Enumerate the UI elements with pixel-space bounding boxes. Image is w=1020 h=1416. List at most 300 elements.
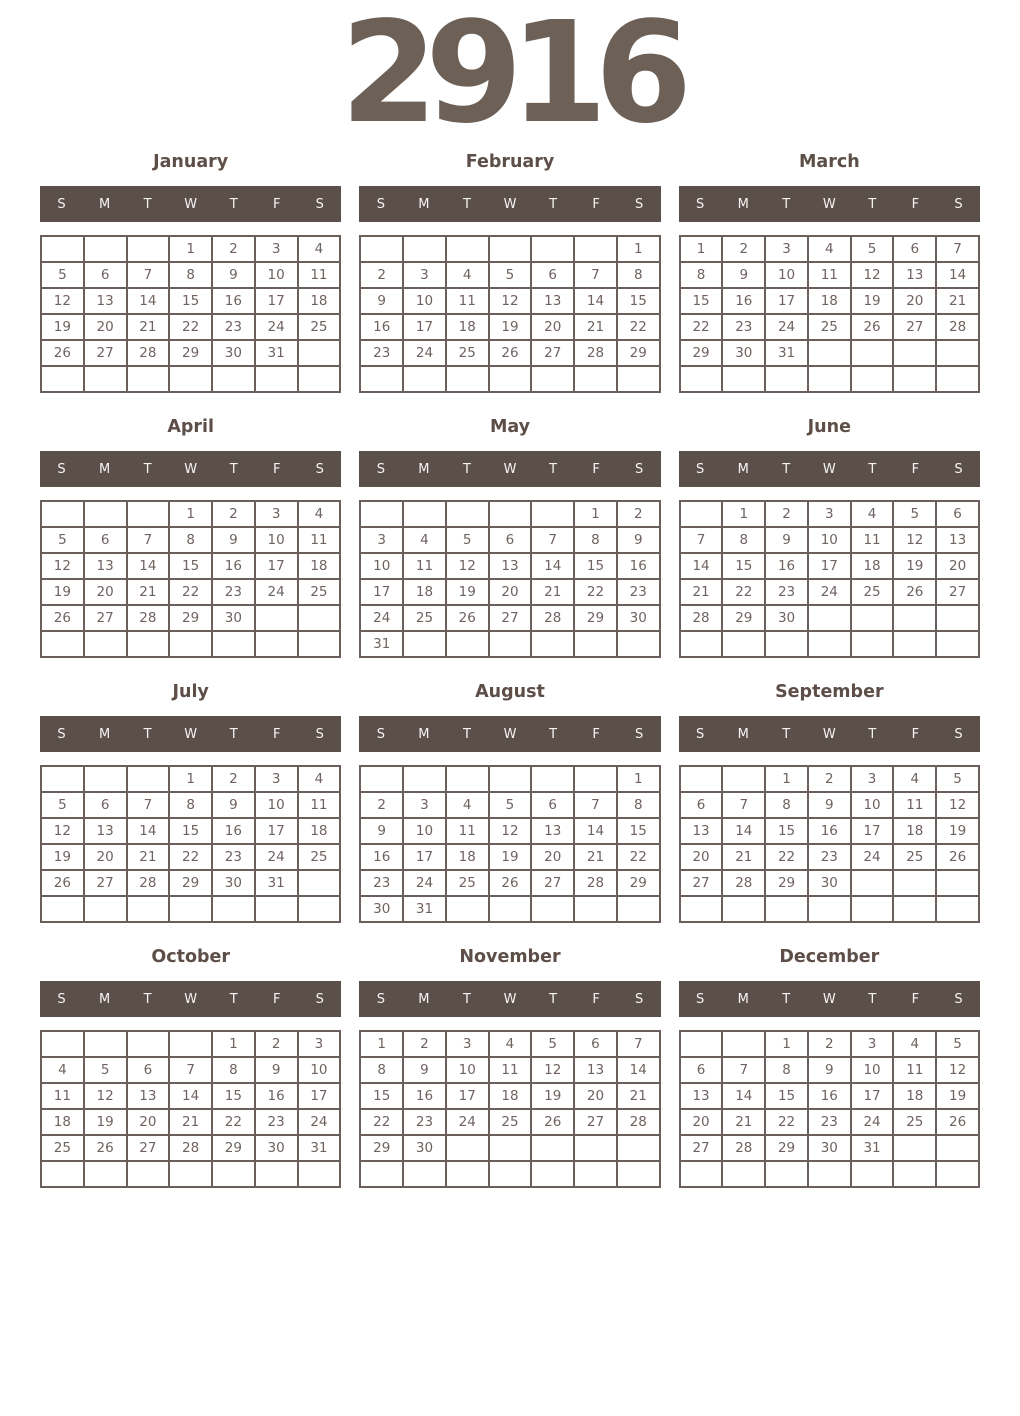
weekday-label: W bbox=[184, 461, 198, 477]
day-cell: 2 bbox=[360, 262, 403, 288]
empty-day-cell bbox=[936, 1135, 979, 1161]
day-cell: 4 bbox=[41, 1057, 84, 1083]
week-row bbox=[41, 896, 340, 922]
day-cell: 22 bbox=[765, 1109, 808, 1135]
empty-day-cell bbox=[531, 501, 574, 527]
empty-day-cell bbox=[41, 1161, 84, 1187]
empty-day-cell bbox=[298, 340, 341, 366]
day-cell: 10 bbox=[403, 288, 446, 314]
week-row bbox=[360, 1083, 659, 1109]
day-cell: 31 bbox=[360, 631, 403, 657]
empty-day-cell bbox=[360, 501, 403, 527]
day-cell: 6 bbox=[531, 262, 574, 288]
day-cell: 3 bbox=[403, 792, 446, 818]
day-cell: 11 bbox=[298, 792, 341, 818]
day-cell: 10 bbox=[255, 792, 298, 818]
day-cell: 12 bbox=[489, 288, 532, 314]
day-cell: 26 bbox=[489, 870, 532, 896]
weekday-header-bar bbox=[679, 451, 980, 487]
week-row bbox=[680, 288, 979, 314]
day-cell: 25 bbox=[851, 579, 894, 605]
empty-day-cell bbox=[403, 366, 446, 392]
week-row bbox=[41, 844, 340, 870]
empty-day-cell bbox=[936, 870, 979, 896]
empty-day-cell bbox=[765, 631, 808, 657]
day-cell: 16 bbox=[255, 1083, 298, 1109]
day-cell: 2 bbox=[255, 1031, 298, 1057]
day-cell: 20 bbox=[127, 1109, 170, 1135]
weekday-label: S bbox=[376, 196, 385, 212]
weekday-label: T bbox=[462, 991, 471, 1007]
day-cell: 8 bbox=[765, 1057, 808, 1083]
week-row bbox=[41, 1135, 340, 1161]
day-cell: 13 bbox=[936, 527, 979, 553]
week-row bbox=[41, 527, 340, 553]
empty-day-cell bbox=[84, 1031, 127, 1057]
empty-day-cell bbox=[680, 766, 723, 792]
day-cell: 28 bbox=[127, 605, 170, 631]
day-cell: 21 bbox=[127, 844, 170, 870]
day-cell: 7 bbox=[127, 262, 170, 288]
empty-day-cell bbox=[808, 340, 851, 366]
day-cell: 17 bbox=[255, 818, 298, 844]
day-cell: 10 bbox=[360, 553, 403, 579]
empty-day-cell bbox=[722, 896, 765, 922]
day-cell: 30 bbox=[212, 340, 255, 366]
day-cell: 23 bbox=[360, 870, 403, 896]
month-december bbox=[679, 947, 980, 1188]
weekday-label: S bbox=[954, 991, 963, 1007]
days-table bbox=[40, 500, 341, 658]
day-cell: 8 bbox=[212, 1057, 255, 1083]
day-cell: 25 bbox=[403, 605, 446, 631]
empty-day-cell bbox=[212, 366, 255, 392]
day-cell: 15 bbox=[574, 553, 617, 579]
weekday-label: F bbox=[592, 196, 600, 212]
empty-day-cell bbox=[893, 870, 936, 896]
day-cell: 19 bbox=[851, 288, 894, 314]
empty-day-cell bbox=[446, 1161, 489, 1187]
day-cell: 27 bbox=[531, 870, 574, 896]
day-cell: 1 bbox=[169, 766, 212, 792]
days-table bbox=[40, 235, 341, 393]
empty-day-cell bbox=[851, 340, 894, 366]
day-cell: 23 bbox=[255, 1109, 298, 1135]
day-cell: 30 bbox=[360, 896, 403, 922]
day-cell: 20 bbox=[84, 314, 127, 340]
week-row bbox=[680, 1135, 979, 1161]
month-january bbox=[40, 152, 341, 393]
day-cell: 31 bbox=[765, 340, 808, 366]
day-cell: 27 bbox=[680, 1135, 723, 1161]
empty-day-cell bbox=[680, 366, 723, 392]
weekday-header-bar bbox=[679, 716, 980, 752]
week-row bbox=[41, 766, 340, 792]
weekday-label: M bbox=[418, 726, 430, 742]
day-cell: 21 bbox=[574, 844, 617, 870]
weekday-header-bar bbox=[679, 186, 980, 222]
weekday-label: S bbox=[954, 461, 963, 477]
day-cell: 18 bbox=[298, 818, 341, 844]
day-cell: 17 bbox=[851, 1083, 894, 1109]
week-row bbox=[680, 844, 979, 870]
day-cell: 6 bbox=[574, 1031, 617, 1057]
day-cell: 20 bbox=[531, 844, 574, 870]
day-cell: 7 bbox=[169, 1057, 212, 1083]
empty-day-cell bbox=[127, 896, 170, 922]
day-cell: 17 bbox=[403, 844, 446, 870]
empty-day-cell bbox=[936, 631, 979, 657]
week-row bbox=[360, 870, 659, 896]
day-cell: 26 bbox=[41, 605, 84, 631]
day-cell: 24 bbox=[446, 1109, 489, 1135]
empty-day-cell bbox=[489, 501, 532, 527]
empty-day-cell bbox=[41, 366, 84, 392]
empty-day-cell bbox=[446, 896, 489, 922]
week-row bbox=[41, 314, 340, 340]
week-row bbox=[41, 366, 340, 392]
day-cell: 16 bbox=[212, 818, 255, 844]
day-cell: 21 bbox=[127, 314, 170, 340]
empty-day-cell bbox=[574, 766, 617, 792]
empty-day-cell bbox=[808, 605, 851, 631]
day-cell: 17 bbox=[360, 579, 403, 605]
days-table bbox=[359, 1030, 660, 1188]
weekday-label: T bbox=[782, 726, 791, 742]
day-cell: 27 bbox=[893, 314, 936, 340]
day-cell: 15 bbox=[169, 288, 212, 314]
day-cell: 28 bbox=[127, 870, 170, 896]
empty-day-cell bbox=[127, 236, 170, 262]
day-cell: 25 bbox=[893, 1109, 936, 1135]
weekday-label: M bbox=[737, 196, 749, 212]
day-cell: 15 bbox=[722, 553, 765, 579]
day-cell: 19 bbox=[936, 1083, 979, 1109]
day-cell: 14 bbox=[680, 553, 723, 579]
day-cell: 22 bbox=[722, 579, 765, 605]
week-row bbox=[360, 314, 659, 340]
day-cell: 4 bbox=[808, 236, 851, 262]
day-cell: 30 bbox=[403, 1135, 446, 1161]
day-cell: 22 bbox=[617, 314, 660, 340]
month-title: October bbox=[151, 947, 230, 967]
month-title: November bbox=[459, 947, 561, 967]
day-cell: 20 bbox=[680, 1109, 723, 1135]
day-cell: 9 bbox=[212, 527, 255, 553]
empty-day-cell bbox=[298, 631, 341, 657]
day-cell: 17 bbox=[851, 818, 894, 844]
day-cell: 19 bbox=[84, 1109, 127, 1135]
day-cell: 12 bbox=[84, 1083, 127, 1109]
empty-day-cell bbox=[617, 366, 660, 392]
day-cell: 29 bbox=[680, 340, 723, 366]
day-cell: 8 bbox=[360, 1057, 403, 1083]
day-cell: 22 bbox=[574, 579, 617, 605]
weekday-label: S bbox=[315, 726, 324, 742]
day-cell: 1 bbox=[765, 766, 808, 792]
day-cell: 8 bbox=[169, 262, 212, 288]
empty-day-cell bbox=[489, 896, 532, 922]
day-cell: 1 bbox=[722, 501, 765, 527]
weekday-label: T bbox=[143, 991, 152, 1007]
day-cell: 11 bbox=[403, 553, 446, 579]
week-row bbox=[41, 340, 340, 366]
weekday-label: S bbox=[696, 461, 705, 477]
day-cell: 14 bbox=[127, 818, 170, 844]
month-title: September bbox=[775, 682, 884, 702]
empty-day-cell bbox=[169, 366, 212, 392]
weekday-label: S bbox=[696, 726, 705, 742]
day-cell: 26 bbox=[84, 1135, 127, 1161]
day-cell: 22 bbox=[169, 314, 212, 340]
day-cell: 24 bbox=[298, 1109, 341, 1135]
empty-day-cell bbox=[169, 896, 212, 922]
weekday-label: M bbox=[737, 726, 749, 742]
day-cell: 24 bbox=[851, 844, 894, 870]
day-cell: 21 bbox=[574, 314, 617, 340]
empty-day-cell bbox=[403, 236, 446, 262]
weekday-label: M bbox=[418, 991, 430, 1007]
empty-day-cell bbox=[446, 766, 489, 792]
day-cell: 3 bbox=[360, 527, 403, 553]
day-cell: 7 bbox=[617, 1031, 660, 1057]
day-cell: 18 bbox=[489, 1083, 532, 1109]
day-cell: 1 bbox=[617, 766, 660, 792]
empty-day-cell bbox=[489, 1135, 532, 1161]
week-row bbox=[680, 579, 979, 605]
empty-day-cell bbox=[531, 236, 574, 262]
day-cell: 28 bbox=[722, 870, 765, 896]
day-cell: 9 bbox=[360, 288, 403, 314]
week-row bbox=[680, 896, 979, 922]
day-cell: 6 bbox=[893, 236, 936, 262]
empty-day-cell bbox=[574, 236, 617, 262]
week-row bbox=[360, 605, 659, 631]
day-cell: 27 bbox=[531, 340, 574, 366]
day-cell: 7 bbox=[722, 1057, 765, 1083]
day-cell: 15 bbox=[169, 553, 212, 579]
day-cell: 1 bbox=[169, 236, 212, 262]
weekday-label: T bbox=[782, 461, 791, 477]
day-cell: 9 bbox=[403, 1057, 446, 1083]
empty-day-cell bbox=[41, 1031, 84, 1057]
empty-day-cell bbox=[446, 501, 489, 527]
day-cell: 24 bbox=[255, 844, 298, 870]
days-table bbox=[40, 1030, 341, 1188]
empty-day-cell bbox=[722, 366, 765, 392]
day-cell: 2 bbox=[212, 236, 255, 262]
weekday-label: S bbox=[315, 461, 324, 477]
day-cell: 17 bbox=[298, 1083, 341, 1109]
day-cell: 11 bbox=[893, 1057, 936, 1083]
day-cell: 17 bbox=[808, 553, 851, 579]
day-cell: 13 bbox=[531, 818, 574, 844]
month-title: February bbox=[465, 152, 555, 172]
week-row bbox=[360, 579, 659, 605]
day-cell: 12 bbox=[936, 792, 979, 818]
week-row bbox=[360, 236, 659, 262]
empty-day-cell bbox=[765, 896, 808, 922]
day-cell: 31 bbox=[255, 340, 298, 366]
day-cell: 18 bbox=[446, 844, 489, 870]
week-row bbox=[360, 288, 659, 314]
empty-day-cell bbox=[936, 340, 979, 366]
empty-day-cell bbox=[765, 366, 808, 392]
week-row bbox=[360, 792, 659, 818]
empty-day-cell bbox=[531, 366, 574, 392]
day-cell: 29 bbox=[722, 605, 765, 631]
empty-day-cell bbox=[531, 896, 574, 922]
month-october bbox=[40, 947, 341, 1188]
weekday-label: T bbox=[462, 726, 471, 742]
day-cell: 3 bbox=[255, 236, 298, 262]
weekday-label: T bbox=[462, 461, 471, 477]
day-cell: 16 bbox=[765, 553, 808, 579]
day-cell: 4 bbox=[893, 766, 936, 792]
weekday-label: S bbox=[635, 726, 644, 742]
day-cell: 7 bbox=[936, 236, 979, 262]
day-cell: 14 bbox=[127, 288, 170, 314]
day-cell: 5 bbox=[936, 1031, 979, 1057]
day-cell: 5 bbox=[446, 527, 489, 553]
week-row bbox=[360, 896, 659, 922]
day-cell: 28 bbox=[169, 1135, 212, 1161]
week-row bbox=[680, 818, 979, 844]
day-cell: 25 bbox=[893, 844, 936, 870]
weekday-label: W bbox=[503, 196, 517, 212]
month-march bbox=[679, 152, 980, 393]
empty-day-cell bbox=[127, 366, 170, 392]
empty-day-cell bbox=[680, 1161, 723, 1187]
day-cell: 20 bbox=[574, 1083, 617, 1109]
empty-day-cell bbox=[893, 605, 936, 631]
month-title: January bbox=[153, 152, 229, 172]
day-cell: 22 bbox=[765, 844, 808, 870]
day-cell: 2 bbox=[360, 792, 403, 818]
day-cell: 7 bbox=[531, 527, 574, 553]
day-cell: 18 bbox=[403, 579, 446, 605]
empty-day-cell bbox=[489, 236, 532, 262]
empty-day-cell bbox=[298, 896, 341, 922]
day-cell: 10 bbox=[851, 792, 894, 818]
empty-day-cell bbox=[893, 1161, 936, 1187]
week-row bbox=[360, 1135, 659, 1161]
day-cell: 26 bbox=[893, 579, 936, 605]
weekday-label: W bbox=[184, 991, 198, 1007]
day-cell: 29 bbox=[169, 870, 212, 896]
day-cell: 23 bbox=[808, 844, 851, 870]
day-cell: 8 bbox=[169, 792, 212, 818]
day-cell: 9 bbox=[255, 1057, 298, 1083]
day-cell: 15 bbox=[765, 818, 808, 844]
weekday-label: W bbox=[822, 196, 836, 212]
day-cell: 10 bbox=[808, 527, 851, 553]
day-cell: 4 bbox=[298, 766, 341, 792]
day-cell: 25 bbox=[489, 1109, 532, 1135]
day-cell: 26 bbox=[936, 1109, 979, 1135]
day-cell: 6 bbox=[680, 792, 723, 818]
day-cell: 10 bbox=[765, 262, 808, 288]
empty-day-cell bbox=[212, 896, 255, 922]
empty-day-cell bbox=[851, 605, 894, 631]
day-cell: 5 bbox=[41, 262, 84, 288]
day-cell: 14 bbox=[127, 553, 170, 579]
day-cell: 14 bbox=[617, 1057, 660, 1083]
day-cell: 17 bbox=[403, 314, 446, 340]
weekday-label: F bbox=[911, 196, 920, 212]
week-row bbox=[680, 340, 979, 366]
empty-day-cell bbox=[84, 366, 127, 392]
weekday-label: F bbox=[911, 461, 920, 477]
day-cell: 30 bbox=[617, 605, 660, 631]
day-cell: 23 bbox=[212, 844, 255, 870]
day-cell: 3 bbox=[255, 766, 298, 792]
day-cell: 8 bbox=[169, 527, 212, 553]
day-cell: 27 bbox=[680, 870, 723, 896]
empty-day-cell bbox=[169, 631, 212, 657]
week-row bbox=[360, 501, 659, 527]
day-cell: 24 bbox=[808, 579, 851, 605]
weekday-header-bar bbox=[40, 716, 341, 752]
weekday-label: S bbox=[635, 461, 644, 477]
day-cell: 19 bbox=[41, 314, 84, 340]
weekday-label: T bbox=[229, 196, 238, 212]
days-table bbox=[359, 500, 660, 658]
empty-day-cell bbox=[84, 896, 127, 922]
day-cell: 26 bbox=[41, 340, 84, 366]
month-september bbox=[679, 682, 980, 923]
empty-day-cell bbox=[255, 1161, 298, 1187]
empty-day-cell bbox=[531, 766, 574, 792]
weekday-label: T bbox=[143, 461, 152, 477]
day-cell: 6 bbox=[489, 527, 532, 553]
day-cell: 13 bbox=[84, 818, 127, 844]
day-cell: 7 bbox=[722, 792, 765, 818]
empty-day-cell bbox=[360, 366, 403, 392]
day-cell: 11 bbox=[893, 792, 936, 818]
week-row bbox=[360, 766, 659, 792]
day-cell: 6 bbox=[127, 1057, 170, 1083]
week-row bbox=[680, 366, 979, 392]
weekday-label: S bbox=[315, 991, 324, 1007]
day-cell: 1 bbox=[680, 236, 723, 262]
weekday-header-bar bbox=[359, 981, 660, 1017]
empty-day-cell bbox=[255, 366, 298, 392]
empty-day-cell bbox=[446, 366, 489, 392]
day-cell: 30 bbox=[722, 340, 765, 366]
day-cell: 11 bbox=[446, 818, 489, 844]
weekday-label: W bbox=[503, 726, 517, 742]
empty-day-cell bbox=[212, 1161, 255, 1187]
empty-day-cell bbox=[360, 766, 403, 792]
day-cell: 18 bbox=[298, 288, 341, 314]
weekday-label: S bbox=[696, 196, 705, 212]
day-cell: 29 bbox=[212, 1135, 255, 1161]
weekday-label: T bbox=[868, 196, 877, 212]
week-row bbox=[680, 553, 979, 579]
week-row bbox=[360, 1031, 659, 1057]
weekday-label: W bbox=[822, 991, 836, 1007]
day-cell: 29 bbox=[574, 605, 617, 631]
day-cell: 14 bbox=[169, 1083, 212, 1109]
weekday-label: F bbox=[273, 726, 281, 742]
day-cell: 2 bbox=[403, 1031, 446, 1057]
day-cell: 4 bbox=[403, 527, 446, 553]
day-cell: 13 bbox=[489, 553, 532, 579]
weekday-header-bar bbox=[359, 186, 660, 222]
day-cell: 21 bbox=[936, 288, 979, 314]
day-cell: 12 bbox=[851, 262, 894, 288]
